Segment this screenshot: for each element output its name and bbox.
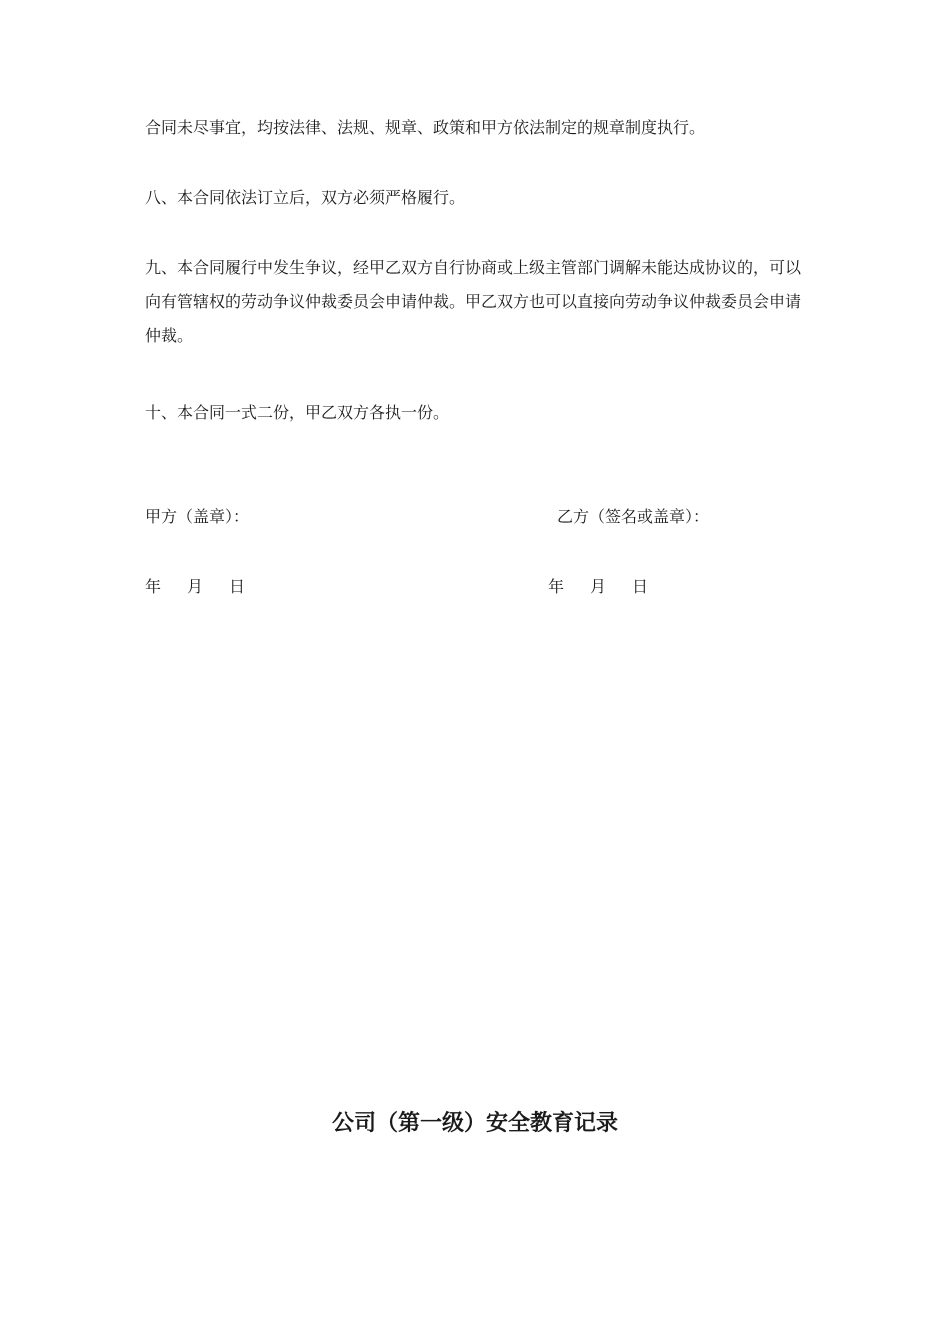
party-a-date-month: 月 <box>187 577 204 596</box>
clause-8: 八、本合同依法订立后，双方必须严格履行。 <box>145 188 466 207</box>
party-a-date-day: 日 <box>229 577 246 596</box>
clause-9: 九、本合同履行中发生争议，经甲乙双方自行协商或上级主管部门调解未能达成协议的，可以向有管辖权的劳动争议仲裁委员会申请仲裁。甲乙双方也可以直接向劳动争议仲裁委员会申请仲裁。 <box>145 258 802 345</box>
party-b-date-day: 日 <box>632 577 649 596</box>
party-b-signature-label: 乙方（签名或盖章）： <box>557 507 710 526</box>
clause-10: 十、本合同一式二份，甲乙双方各执一份。 <box>145 403 450 422</box>
party-b-date-year: 年 <box>548 577 565 596</box>
party-a-date-year: 年 <box>145 577 162 596</box>
section-title: 公司（第一级）安全教育记录 <box>331 1111 618 1136</box>
party-a-date <box>145 570 245 604</box>
party-b-date <box>548 570 648 604</box>
party-b-date-month: 月 <box>590 577 607 596</box>
clause-remaining-matters: 合同未尽事宜，均按法律、法规、规章、政策和甲方依法制定的规章制度执行。 <box>145 118 706 137</box>
party-a-signature-label: 甲方（盖章）： <box>145 507 250 526</box>
